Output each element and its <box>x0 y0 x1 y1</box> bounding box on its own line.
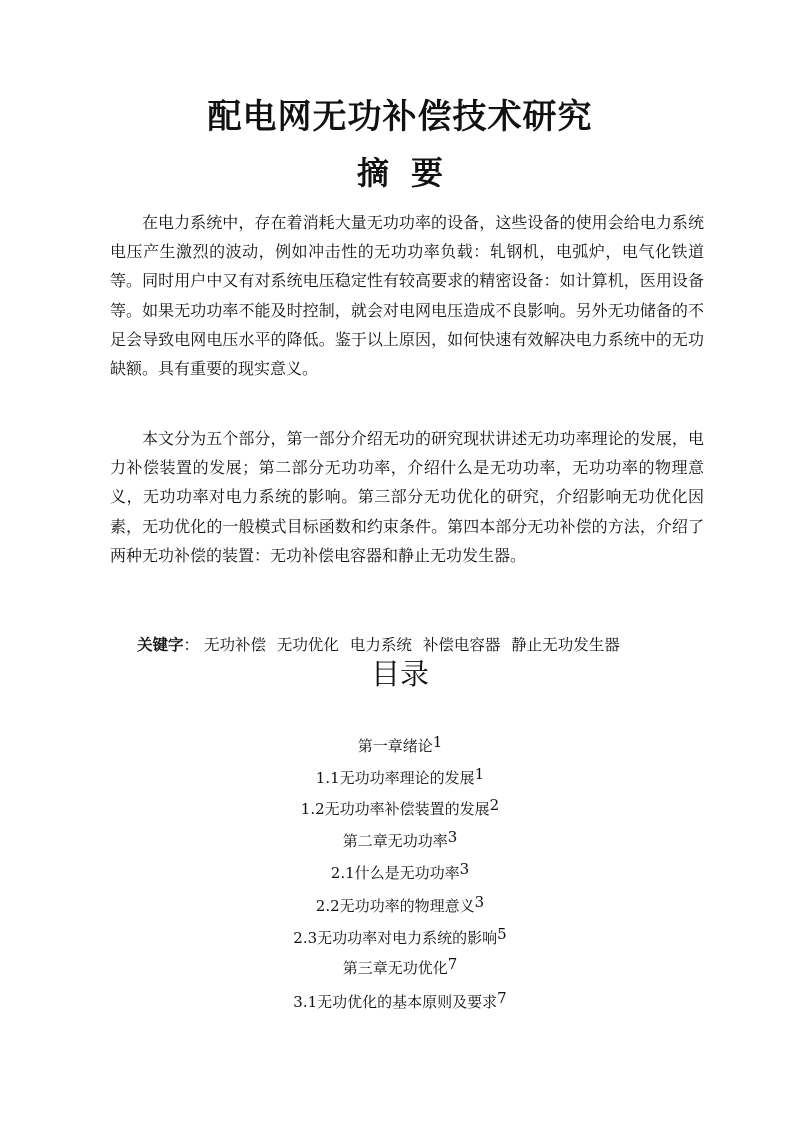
toc-entry-title: 1.1无功功率理论的发展 <box>315 769 475 787</box>
abstract-heading: 摘要 <box>356 154 465 192</box>
toc-entry-title: 第三章无功优化 <box>342 959 448 977</box>
keyword: 补偿电容器 <box>422 636 501 654</box>
keyword: 电力系统 <box>349 636 412 654</box>
toc-entry-page: 3 <box>447 828 458 846</box>
toc-entry-title: 第二章无功功率 <box>342 832 448 850</box>
document-title: 配电网无功补偿技术研究 <box>207 97 593 137</box>
toc-entry-page: 5 <box>497 925 507 943</box>
abstract-paragraph-2: 本文分为五个部分，第一部分介绍无功的研究现状讲述无功功率理论的发展，电力补偿装置的发展；第二部分无功功率，介绍什么是无功功率，无功功率的物理意义，无功功率对电力系统的影响。第三部分无功优化的研究，介绍影响无功优化因素，无功优化的一般模式目标函数和约束条件。第四本部分无功补偿的方法，介绍了两种无功补偿的装置：无功补偿电容器和静止无功发生器。 <box>110 429 704 565</box>
toc-entry-title: 2.3无功功率对电力系统的影响 <box>293 929 498 947</box>
toc-entry[interactable] <box>0 924 800 952</box>
toc-entry-title: 2.2无功功率的物理意义 <box>315 897 475 915</box>
keywords-separator: ： <box>183 636 200 654</box>
toc-entry[interactable] <box>0 764 800 792</box>
toc-entry-page: 3 <box>459 860 470 878</box>
toc-entry-title: 2.1什么是无功功率 <box>330 864 460 882</box>
toc-entry[interactable] <box>0 732 800 760</box>
toc-entry-page: 2 <box>489 796 500 814</box>
toc-heading: 目录 <box>370 657 429 691</box>
toc-entry-page: 1 <box>474 765 485 783</box>
toc-entry-page: 7 <box>447 955 458 973</box>
toc-entry-title: 第一章绪论 <box>357 737 433 755</box>
toc-entry-page: 3 <box>474 893 485 911</box>
toc-entry[interactable] <box>0 859 800 887</box>
toc-entry[interactable] <box>0 988 800 1016</box>
toc-entry[interactable] <box>0 827 800 855</box>
keyword: 静止无功发生器 <box>511 636 620 654</box>
toc-entry[interactable] <box>0 954 800 982</box>
keyword: 无功补偿 <box>203 636 266 654</box>
keywords-label: 关键字 <box>137 636 184 654</box>
abstract-paragraph-1: 在电力系统中，存在着消耗大量无功功率的设备，这些设备的使用会给电力系统电压产生激烈的波动，例如冲击性的无功功率负载：轧钢机，电弧炉，电气化铁道等。同时用户中又有对系统电压稳定性有较高要求的精密设备：如计算机，医用设备等。如果无功功率不能及时控制，就会对电网电压造成不良影响。另外无功储备的不足会导致电网电压水平的降低。鉴于以上原因，如何快速有效解决电力系统中的无功缺额。具有重要的现实意义。 <box>110 213 704 379</box>
toc-entry-title: 3.1无功优化的基本原则及要求 <box>293 993 498 1011</box>
toc-entry-page: 1 <box>432 733 443 751</box>
keyword: 无功优化 <box>276 636 339 654</box>
toc-entry-title: 1.2无功功率补偿装置的发展 <box>300 800 490 818</box>
toc-entry[interactable] <box>0 795 800 823</box>
toc-entry[interactable] <box>0 892 800 920</box>
toc-entry-page: 7 <box>497 989 507 1007</box>
